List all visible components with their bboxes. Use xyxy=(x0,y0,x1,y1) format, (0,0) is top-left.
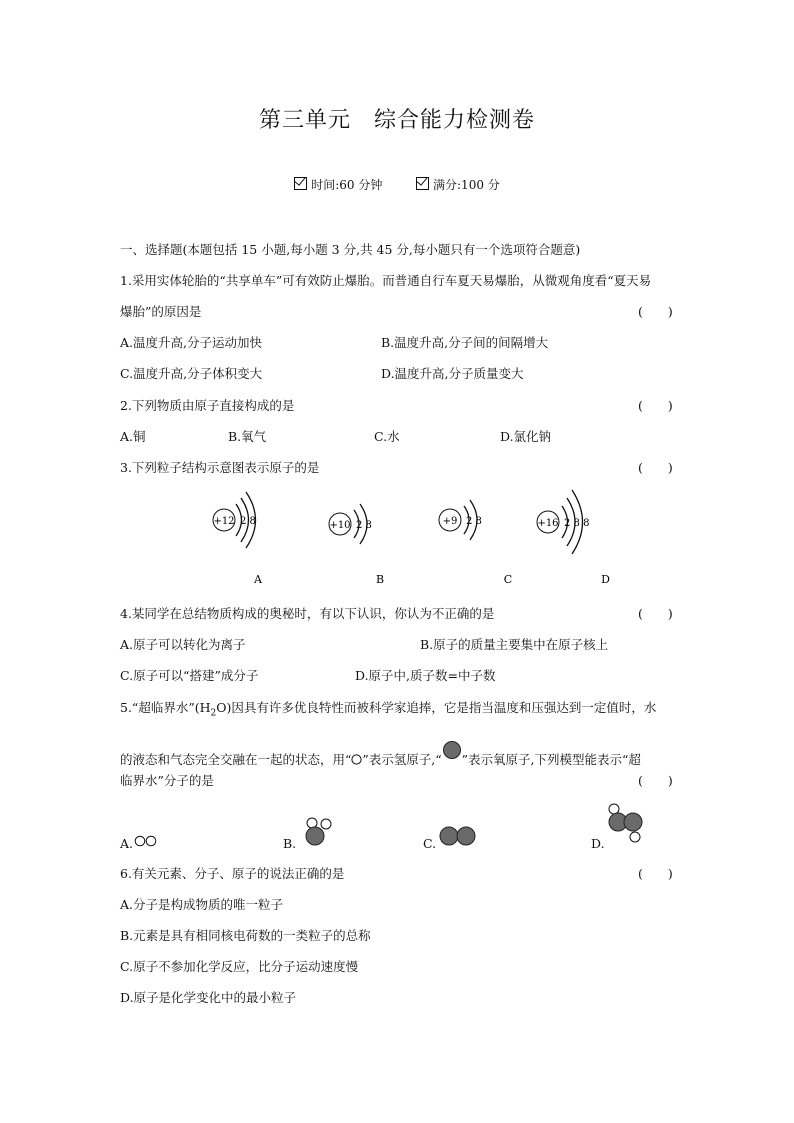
atom-diagram-c xyxy=(439,500,512,586)
q2-option-c: C.水 xyxy=(374,429,400,444)
section-heading: 一、选择题(本题包括 15 小题,每小题 3 分,共 45 分,每小题只有一个选项符合题意) xyxy=(120,242,581,257)
checkbox-icon xyxy=(416,177,429,190)
q6-answer-blank: ( ) xyxy=(638,866,673,881)
q4-stem: 4.某同学在总结物质构成的奥秘时，有以下认识，你认为不正确的是 xyxy=(120,606,495,621)
atom-diagram-a xyxy=(213,492,263,586)
q6-option-a: A.分子是构成物质的唯一粒子 xyxy=(120,897,284,912)
q1-option-d: D.温度升高,分子质量变大 xyxy=(381,366,524,381)
q5-option-b: B. xyxy=(283,836,297,851)
oxygen-atom-icon xyxy=(442,740,462,760)
diagram-label-c: C xyxy=(503,573,513,586)
q1-option-b: B.温度升高,分子间的间隔增大 xyxy=(381,335,549,350)
electron-shells-c: 2 8 xyxy=(466,516,482,527)
electron-shells-b: 2 8 xyxy=(356,520,372,531)
q4-option-d: D.原子中,质子数=中子数 xyxy=(355,668,496,683)
q6-stem: 6.有关元素、分子、原子的说法正确的是 xyxy=(120,866,345,881)
electron-shells-d: 2 8 8 xyxy=(564,518,590,529)
q4-option-b: B.原子的质量主要集中在原子核上 xyxy=(420,637,609,652)
q3-answer-blank: ( ) xyxy=(638,460,673,475)
q1-answer-blank: ( ) xyxy=(638,304,673,319)
checkbox-icon xyxy=(294,177,307,190)
q4-answer-blank: ( ) xyxy=(638,606,673,621)
atom-diagram-b xyxy=(329,504,384,586)
nucleus-charge-b: +10 xyxy=(329,520,351,531)
model-a-two-hydrogen xyxy=(134,834,158,848)
q4-option-a: A.原子可以转化为离子 xyxy=(120,637,246,652)
q5-answer-blank: ( ) xyxy=(638,773,673,788)
q2-option-b: B.氧气 xyxy=(228,429,267,444)
model-b-water-molecule xyxy=(300,816,336,850)
q5-option-c: C. xyxy=(423,836,437,851)
hydrogen-atom-icon xyxy=(351,754,362,765)
exam-time: 时间:60 分钟 xyxy=(311,178,383,192)
q1-stem-line2: 爆胎”的原因是 xyxy=(120,304,202,319)
atom-diagram-d xyxy=(537,490,610,586)
q2-option-d: D.氯化钠 xyxy=(500,429,552,444)
q2-stem: 2.下列物质由原子直接构成的是 xyxy=(120,398,295,413)
nucleus-charge-a: +12 xyxy=(213,516,235,527)
electron-shells-a: 2 8 xyxy=(240,516,256,527)
q5-option-d: D. xyxy=(591,836,605,851)
nucleus-charge-c: +9 xyxy=(442,516,458,527)
q3-stem: 3.下列粒子结构示意图表示原子的是 xyxy=(120,460,320,475)
q1-option-c: C.温度升高,分子体积变大 xyxy=(120,366,263,381)
model-c-two-oxygen xyxy=(438,824,478,848)
q6-option-d: D.原子是化学变化中的最小粒子 xyxy=(120,990,297,1005)
q3-atom-diagrams xyxy=(200,484,610,594)
q2-option-a: A.铜 xyxy=(120,429,146,444)
q5-stem-line1: 5.“超临界水$”(H_2O)$因具有许多优良特性而被科学家追捧，它是指当温度和压强达到一定值时，水 xyxy=(120,700,657,719)
q4-option-c: C.原子可以“搭建”成分子 xyxy=(120,668,259,683)
q5-option-a: A. xyxy=(120,836,134,851)
exam-score: 满分:100 分 xyxy=(433,178,500,192)
nucleus-charge-d: +16 xyxy=(537,518,559,529)
exam-meta xyxy=(0,176,794,193)
diagram-label-a: A xyxy=(254,573,262,586)
diagram-label-b: B xyxy=(375,573,385,586)
diagram-label-d: D xyxy=(601,573,610,586)
page-title: 第三单元 综合能力检测卷 xyxy=(258,108,535,133)
q5-stem-line2: 的液态和气态完全交融在一起的状态，用“ ”表示氢原子,“ ”表示氧原子,下列模型能表示“超 xyxy=(120,740,641,768)
q1-option-a: A.温度升高,分子运动加快 xyxy=(120,335,262,350)
q2-answer-blank: ( ) xyxy=(638,398,673,413)
q5-stem-line3: 临界水”分子的是 xyxy=(120,773,214,788)
q6-option-c: C.原子不参加化学反应，比分子运动速度慢 xyxy=(120,959,359,974)
q1-stem-line1: 1.采用实体轮胎的“共享单车”可有效防止爆胎。而普通自行车夏天易爆胎，从微观角度看“夏天易 xyxy=(120,273,652,288)
model-d-peroxide-molecule xyxy=(602,800,646,848)
subscript-2: 2 xyxy=(210,708,217,719)
q6-option-b: B.元素是具有相同核电荷数的一类粒子的总称 xyxy=(120,928,371,943)
